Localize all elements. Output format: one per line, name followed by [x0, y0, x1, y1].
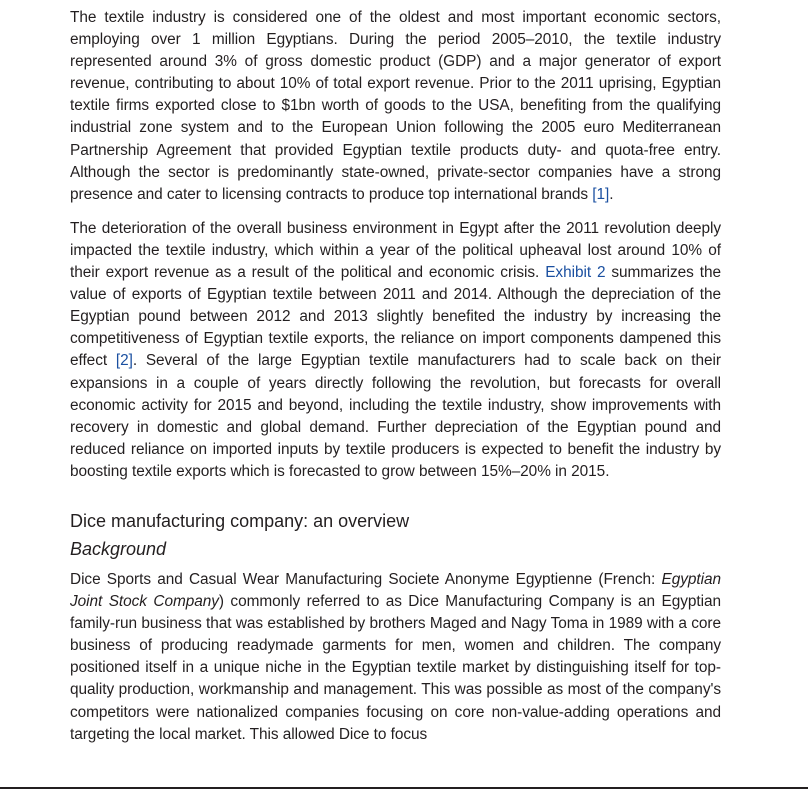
paragraph-text: Dice Sports and Casual Wear Manufacturing Societe Anonyme Egyptienne (French:	[70, 570, 662, 588]
citation-link-1[interactable]: [1]	[592, 185, 610, 203]
paragraph-end: .	[609, 185, 614, 203]
page-bottom-rule	[0, 787, 808, 789]
section-heading: Dice manufacturing company: an overview	[70, 510, 410, 531]
citation-link-2[interactable]: [2]	[115, 352, 133, 370]
paragraph-text: The textile industry is considered one of the oldest and most important economic sectors, employing over 1 million Egyptians. During the period 2005–2010, the textile industry represented around 3% of gross domestic product (GDP) and a major generator of export revenue, contributing to about 10% of total export revenue. Prior to the 2011 uprising, Egyptian textile firms exported close to $1bn worth of goods to the USA, benefiting from the qualifying industrial zone system and to the European Union following the 2005 euro Mediterranean Partnership Agreement that provided Egyptian textile products duty- and quota-free entry. Although the sector is predominantly state-owned, private-sector companies have a strong presence and cater to licensing contracts to produce top international brands	[70, 9, 721, 203]
paragraph-text: . Several of the large Egyptian textile manufacturers had to scale back on their expansions in a couple of years directly following the revolution, but forecasts for overall economic activity for 2015 and beyond, including the textile industry, show improvements with recovery in domestic and global demand. Further depreciation of the Egyptian pound and reduced reliance on imported inputs by textile producers is expected to benefit the industry by boosting textile exports which is forecasted to grow between 15%–20% in 2015.	[70, 352, 721, 480]
paragraph-text: ) commonly referred to as Dice Manufacturing Company is an Egyptian family-run business that was established by brothers Maged and Nagy Toma in 1989 with a core business of producing readymade garments for men, women and children. The company positioned itself in a unique niche in the Egyptian textile market by distinguishing itself for top-quality production, workmanship and management. This was possible as most of the company's competitors were nationalized companies focusing on core non-value-adding operations and targeting the local market. This allowed Dice to focus	[70, 593, 721, 743]
subsection-heading: Background	[70, 538, 167, 559]
exhibit-2-link[interactable]: Exhibit 2	[545, 264, 606, 282]
paragraph-italic-text: Egyptian Joint Stock Company	[70, 570, 721, 611]
paragraph-text: summarizes the value of exports of Egyptian textile between 2011 and 2014. Although the depreciation of the Egyptian pound between 2012 and 2013 slightly benefited the industry by increasing the competitiveness of Egyptian textile exports, the reliance on import components dampened this effect	[70, 264, 721, 370]
paragraph-text: The deterioration of the overall business environment in Egypt after the 2011 revolution deeply impacted the textile industry, which within a year of the political upheaval lost around 10% of their export revenue as a result of the political and economic crisis.	[70, 219, 721, 282]
paragraph-business-environment	[70, 218, 721, 483]
paragraph-textile-industry	[70, 7, 721, 206]
document-page	[70, 7, 721, 746]
paragraph-dice-background	[70, 569, 721, 746]
